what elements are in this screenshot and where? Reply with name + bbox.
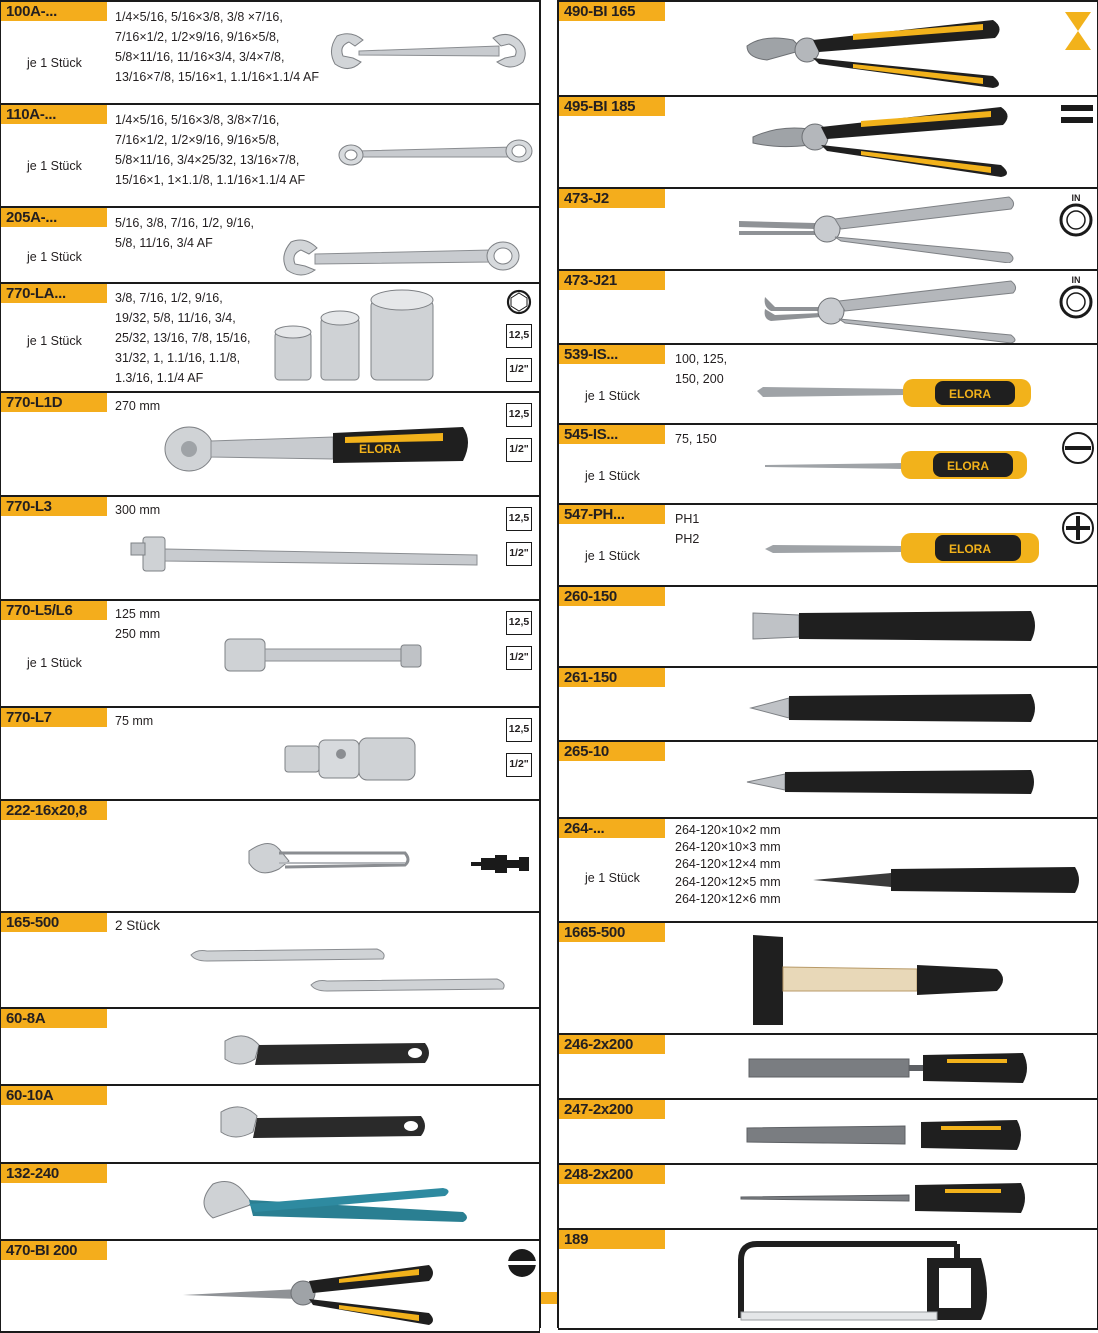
article-code: 248-2x200 — [559, 1165, 665, 1184]
phillips-screwdriver-image — [763, 529, 1045, 569]
catalog-row-539-is — [558, 343, 1098, 423]
article-code: 60-8A — [1, 1009, 107, 1028]
in-label: IN — [1071, 275, 1081, 285]
size-list — [675, 822, 781, 908]
size-list — [675, 429, 717, 449]
circlip-pliers-image — [735, 193, 1019, 263]
size-line: 5/8×11/16, 3/4×25/32, 13/16×7/8, — [115, 153, 300, 167]
brand-logo: ELORA — [947, 459, 989, 473]
size-line: 5/8, 11/16, 3/4 AF — [115, 236, 213, 250]
universal-joint-image — [283, 734, 423, 786]
brand-logo: ELORA — [359, 442, 401, 456]
spark-plug-wrench-image — [219, 833, 413, 883]
spark-plug-icon — [471, 853, 533, 875]
drive-size-inch-badge: 1/2" — [506, 438, 532, 462]
article-code: 246-2x200 — [559, 1035, 665, 1054]
quantity-label: je 1 Stück — [585, 549, 640, 563]
quantity-label: je 1 Stück — [27, 334, 82, 348]
catalog-row-60-10a — [0, 1084, 540, 1162]
size-line: 75, 150 — [675, 432, 717, 446]
catalog-row-264 — [558, 817, 1098, 921]
catalog-row-473-j2 — [558, 187, 1098, 269]
catalog-row-547-ph — [558, 503, 1098, 585]
catalog-row-248-2x200 — [558, 1163, 1098, 1228]
quantity-label: je 1 Stück — [27, 250, 82, 264]
article-code: 473-J2 — [559, 189, 665, 208]
half-round-file-image — [745, 1118, 1025, 1152]
article-code: 770-L1D — [1, 393, 107, 412]
size-line: 264-120×10×2 mm — [675, 823, 781, 837]
catalog-row-165-500 — [0, 911, 540, 1007]
article-code: 260-150 — [559, 587, 665, 606]
catalog-row-770-l1d — [0, 391, 540, 495]
size-list — [115, 396, 160, 416]
size-line: PH2 — [675, 532, 700, 546]
size-list — [115, 500, 160, 520]
size-list — [115, 711, 153, 731]
size-list — [675, 509, 699, 549]
size-line: 31/32, 1, 1.1/16, 1.1/8, — [115, 351, 241, 365]
hourglass-icon — [1063, 10, 1093, 52]
article-code: 132-240 — [1, 1164, 107, 1183]
size-list — [115, 110, 305, 190]
double-hex-profile-icon — [505, 288, 533, 316]
adjustable-wrench-large-image — [211, 1100, 429, 1154]
size-line: PH1 — [675, 512, 700, 526]
drive-size-inch-badge: 1/2" — [506, 646, 532, 670]
flat-jaw-icon — [1061, 103, 1093, 125]
slotted-screwdriver-small-image — [763, 447, 1033, 483]
size-line: 264-120×12×5 mm — [675, 874, 781, 889]
extension-bar-image — [223, 635, 429, 675]
size-line: 1/4×5/16, 5/16×3/8, 3/8 ×7/16, — [115, 10, 283, 24]
hacksaw-image — [731, 1238, 1001, 1328]
accent-marker — [541, 1292, 557, 1304]
adjustable-wrench-image — [215, 1029, 433, 1081]
centre-punch-image — [745, 766, 1037, 798]
size-line: 7/16×1/2, 1/2×9/16, 9/16×5/8, — [115, 133, 280, 147]
catalog-row-770-l5-l6 — [0, 599, 540, 706]
drive-size-inch-badge: 1/2" — [506, 358, 532, 382]
size-line: 125 mm — [115, 607, 161, 621]
catalog-row-205a — [0, 206, 540, 282]
article-code: 495-BI 185 — [559, 97, 665, 116]
hammer-image — [747, 933, 1009, 1029]
tyre-levers-image — [187, 945, 509, 999]
sliding-t-bar-image — [129, 533, 485, 577]
drive-size-inch-badge: 1/2" — [506, 542, 532, 566]
combination-wrench-image — [281, 236, 521, 280]
quantity-label: je 1 Stück — [27, 56, 82, 70]
catalog-row-246-2x200 — [558, 1033, 1098, 1098]
right-column — [558, 0, 1098, 1330]
water-pump-pliers-image — [193, 1174, 473, 1236]
ratchet-image — [163, 421, 473, 477]
catalog-row-545-is — [558, 423, 1098, 503]
in-label: IN — [1071, 193, 1081, 203]
article-code: 490-BI 165 — [559, 2, 665, 21]
catalog-row-222 — [0, 799, 540, 911]
article-code: 100A-... — [1, 2, 107, 21]
catalog-row-247-2x200 — [558, 1098, 1098, 1163]
catalog-row-100a — [0, 0, 540, 103]
catalog-row-1665-500 — [558, 921, 1098, 1033]
size-list — [115, 604, 160, 644]
drive-size-mm-badge: 12,5 — [506, 718, 532, 742]
size-line: 1/4×5/16, 5/16×3/8, 3/8×7/16, — [115, 113, 280, 127]
article-code: 165-500 — [1, 913, 107, 932]
drive-size-mm-badge: 12,5 — [506, 507, 532, 531]
quantity-label: je 1 Stück — [585, 469, 640, 483]
cross-cut-chisel-image — [749, 688, 1039, 728]
article-code: 247-2x200 — [559, 1100, 665, 1119]
size-list — [115, 916, 160, 936]
catalog-row-495-bi-185 — [558, 95, 1098, 187]
round-file-image — [739, 1181, 1029, 1215]
slotted-screwdriver-image — [755, 373, 1037, 411]
circlip-internal-badge — [1058, 275, 1094, 321]
article-code: 770-L5/L6 — [1, 601, 107, 620]
size-list — [675, 349, 727, 389]
diagonal-cutter-image — [743, 16, 1011, 88]
size-line: 250 mm — [115, 627, 161, 641]
size-line: 7/16×1/2, 1/2×9/16, 9/16×5/8, — [115, 30, 280, 44]
size-line: 25/32, 13/16, 7/8, 15/16, — [115, 331, 251, 345]
article-code: 261-150 — [559, 668, 665, 687]
quantity-label: je 1 Stück — [27, 159, 82, 173]
size-line: 300 mm — [115, 503, 161, 517]
brand-logo: ELORA — [949, 387, 991, 401]
catalog-row-110a — [0, 103, 540, 206]
article-code: 470-BI 200 — [1, 1241, 107, 1260]
left-column — [0, 0, 540, 1333]
size-line: 15/16×1, 1×1.1/8, 1.1/16×1.1/4 AF — [115, 173, 306, 187]
article-code: 222-16x20,8 — [1, 801, 107, 820]
article-code: 539-IS... — [559, 345, 665, 364]
size-list — [115, 213, 254, 253]
quantity-label: je 1 Stück — [585, 871, 640, 885]
catalog-row-260-150 — [558, 585, 1098, 666]
catalog-row-189 — [558, 1228, 1098, 1330]
article-code: 770-L7 — [1, 708, 107, 727]
size-line: 100, 125, — [675, 352, 728, 366]
catalog-row-473-j21 — [558, 269, 1098, 343]
catalog-row-60-8a — [0, 1007, 540, 1084]
catalog-row-132-240 — [0, 1162, 540, 1239]
sockets-image — [269, 288, 449, 384]
article-code: 1665-500 — [559, 923, 665, 942]
catalog-row-490-bi-165 — [558, 0, 1098, 95]
article-code: 189 — [559, 1230, 665, 1249]
quantity-label: je 1 Stück — [585, 389, 640, 403]
article-code: 205A-... — [1, 208, 107, 227]
article-code: 60-10A — [1, 1086, 107, 1105]
size-line: 264-120×12×4 mm — [675, 857, 781, 872]
circlip-internal-badge — [1058, 193, 1094, 239]
cutting-head-icon — [506, 1247, 538, 1279]
ring-spanner-image — [337, 137, 533, 169]
size-line: 150, 200 — [675, 372, 724, 386]
brand-logo: ELORA — [949, 542, 991, 556]
catalog-row-770-l7 — [0, 706, 540, 799]
drive-size-mm-badge: 12,5 — [506, 403, 532, 427]
size-line: 19/32, 5/8, 11/16, 3/4, — [115, 311, 236, 325]
article-code: 473-J21 — [559, 271, 665, 290]
size-line: 2 Stück — [115, 918, 161, 933]
article-code: 770-L3 — [1, 497, 107, 516]
article-code: 770-LA... — [1, 284, 107, 303]
size-line: 1.3/16, 1.1/4 AF — [115, 371, 204, 385]
size-line: 3/8, 7/16, 1/2, 9/16, — [115, 291, 223, 305]
drive-size-mm-badge: 12,5 — [506, 611, 532, 635]
size-list — [115, 288, 251, 388]
article-code: 264-... — [559, 819, 665, 838]
catalog-row-470-bi-200 — [0, 1239, 540, 1333]
pin-punch-image — [811, 863, 1083, 897]
internal-circlip-icon — [1058, 285, 1094, 319]
catalog-row-770-l3 — [0, 495, 540, 599]
internal-circlip-icon — [1058, 203, 1094, 237]
bent-circlip-pliers-image — [761, 277, 1023, 343]
slotted-tip-icon — [1061, 431, 1095, 465]
open-end-wrench-image — [329, 28, 529, 74]
size-line: 5/16, 3/8, 7/16, 1/2, 9/16, — [115, 216, 254, 230]
article-code: 547-PH... — [559, 505, 665, 524]
drive-size-inch-badge: 1/2" — [506, 753, 532, 777]
size-line: 5/8×11/16, 11/16×3/4, 3/4×7/8, — [115, 50, 285, 64]
catalog-row-265-10 — [558, 740, 1098, 817]
column-divider-left — [540, 0, 541, 1328]
article-code: 545-IS... — [559, 425, 665, 444]
phillips-tip-icon — [1061, 511, 1095, 545]
size-line: 270 mm — [115, 399, 161, 413]
drive-size-mm-badge: 12,5 — [506, 324, 532, 348]
size-line: 75 mm — [115, 714, 154, 728]
size-line: 13/16×7/8, 15/16×1, 1.1/16×1.1/4 AF — [115, 70, 319, 84]
quantity-label: je 1 Stück — [27, 656, 82, 670]
size-list — [115, 7, 319, 87]
combination-pliers-image — [749, 103, 1019, 179]
flat-file-image — [747, 1049, 1031, 1087]
needle-nose-pliers-image — [179, 1259, 437, 1325]
size-line: 264-120×10×3 mm — [675, 840, 781, 855]
catalog-row-770-la — [0, 282, 540, 391]
size-line: 264-120×12×6 mm — [675, 891, 781, 906]
article-code: 110A-... — [1, 105, 107, 124]
catalog-row-261-150 — [558, 666, 1098, 740]
article-code: 265-10 — [559, 742, 665, 761]
flat-chisel-image — [749, 605, 1039, 647]
